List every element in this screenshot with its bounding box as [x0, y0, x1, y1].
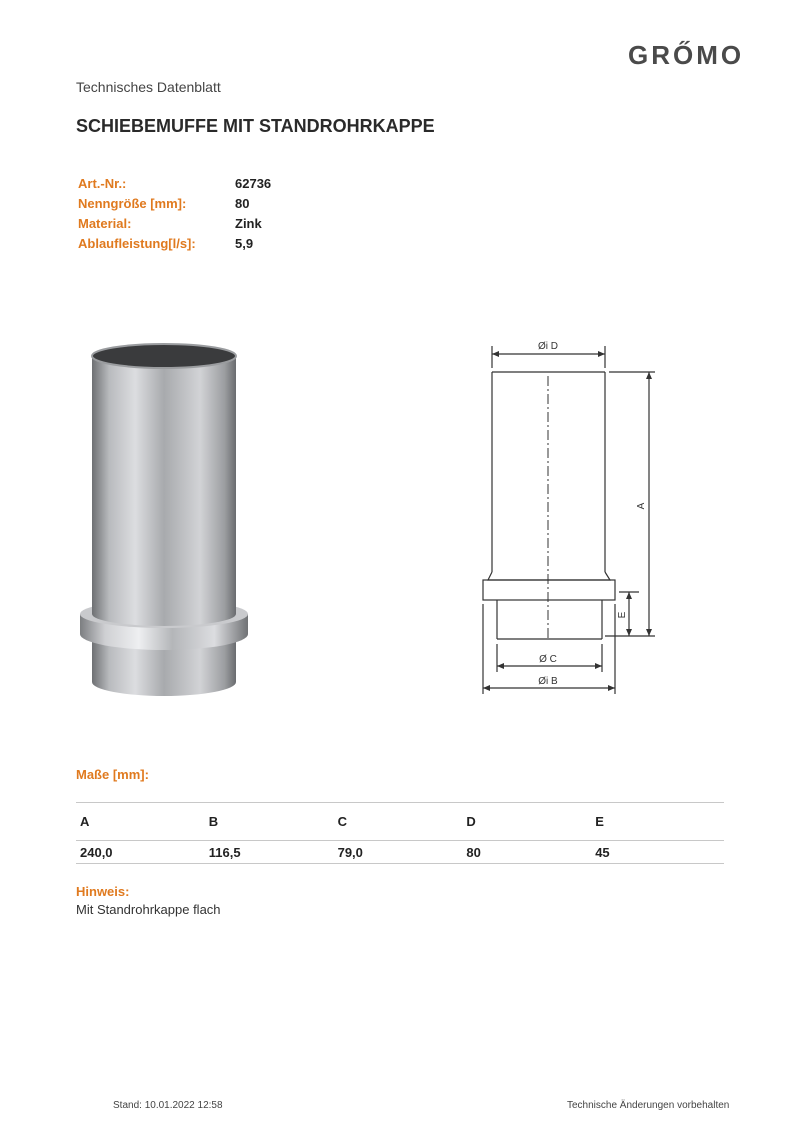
label-inner-b: Øi B	[538, 676, 558, 687]
spec-value: Zink	[235, 216, 262, 231]
brand-logo: GRŐMO	[628, 40, 745, 70]
product-photo	[76, 338, 252, 700]
spec-label: Nenngröße [mm]:	[78, 196, 187, 211]
dimensions-table	[76, 802, 724, 864]
spec-value: 5,9	[235, 236, 254, 251]
spec-label: Ablaufleistung[l/s]:	[78, 236, 196, 251]
table-header-cell: C	[337, 814, 347, 829]
table-cell: 240,0	[80, 845, 113, 860]
table-row	[76, 841, 724, 864]
table-cell: 79,0	[337, 845, 363, 860]
table-header-cell: E	[595, 814, 604, 829]
table-header-cell: A	[80, 814, 90, 829]
label-e: E	[617, 611, 628, 619]
note-text: Mit Standrohrkappe flach	[76, 902, 221, 917]
label-c: Ø C	[539, 654, 557, 665]
document-type: Technisches Datenblatt	[76, 79, 221, 95]
spec-row-article	[78, 174, 271, 194]
footer-date: Stand: 10.01.2022 12:58	[113, 1100, 223, 1111]
technical-drawing	[475, 332, 665, 702]
table-cell: 45	[595, 845, 610, 860]
spec-row-flow	[78, 234, 271, 254]
page-title: SCHIEBEMUFFE MIT STANDROHRKAPPE	[76, 116, 435, 136]
spec-label: Art.-Nr.:	[78, 176, 127, 191]
spec-value: 62736	[235, 176, 272, 191]
label-inner-d: Øi D	[538, 341, 558, 352]
spec-row-material	[78, 214, 271, 234]
spec-label: Material:	[78, 216, 132, 231]
dimensions-label: Maße [mm]:	[76, 767, 149, 782]
table-header-cell: D	[466, 814, 476, 829]
label-a: A	[636, 502, 647, 510]
table-header-row	[76, 803, 724, 841]
table-cell: 116,5	[208, 845, 241, 860]
footer-disclaimer: Technische Änderungen vorbehalten	[567, 1100, 730, 1111]
spec-row-size	[78, 194, 271, 214]
table-header-cell: B	[208, 814, 219, 829]
note-label: Hinweis:	[76, 884, 130, 899]
spec-value: 80	[235, 196, 250, 211]
table-cell: 80	[466, 845, 481, 860]
spec-list	[78, 174, 271, 254]
